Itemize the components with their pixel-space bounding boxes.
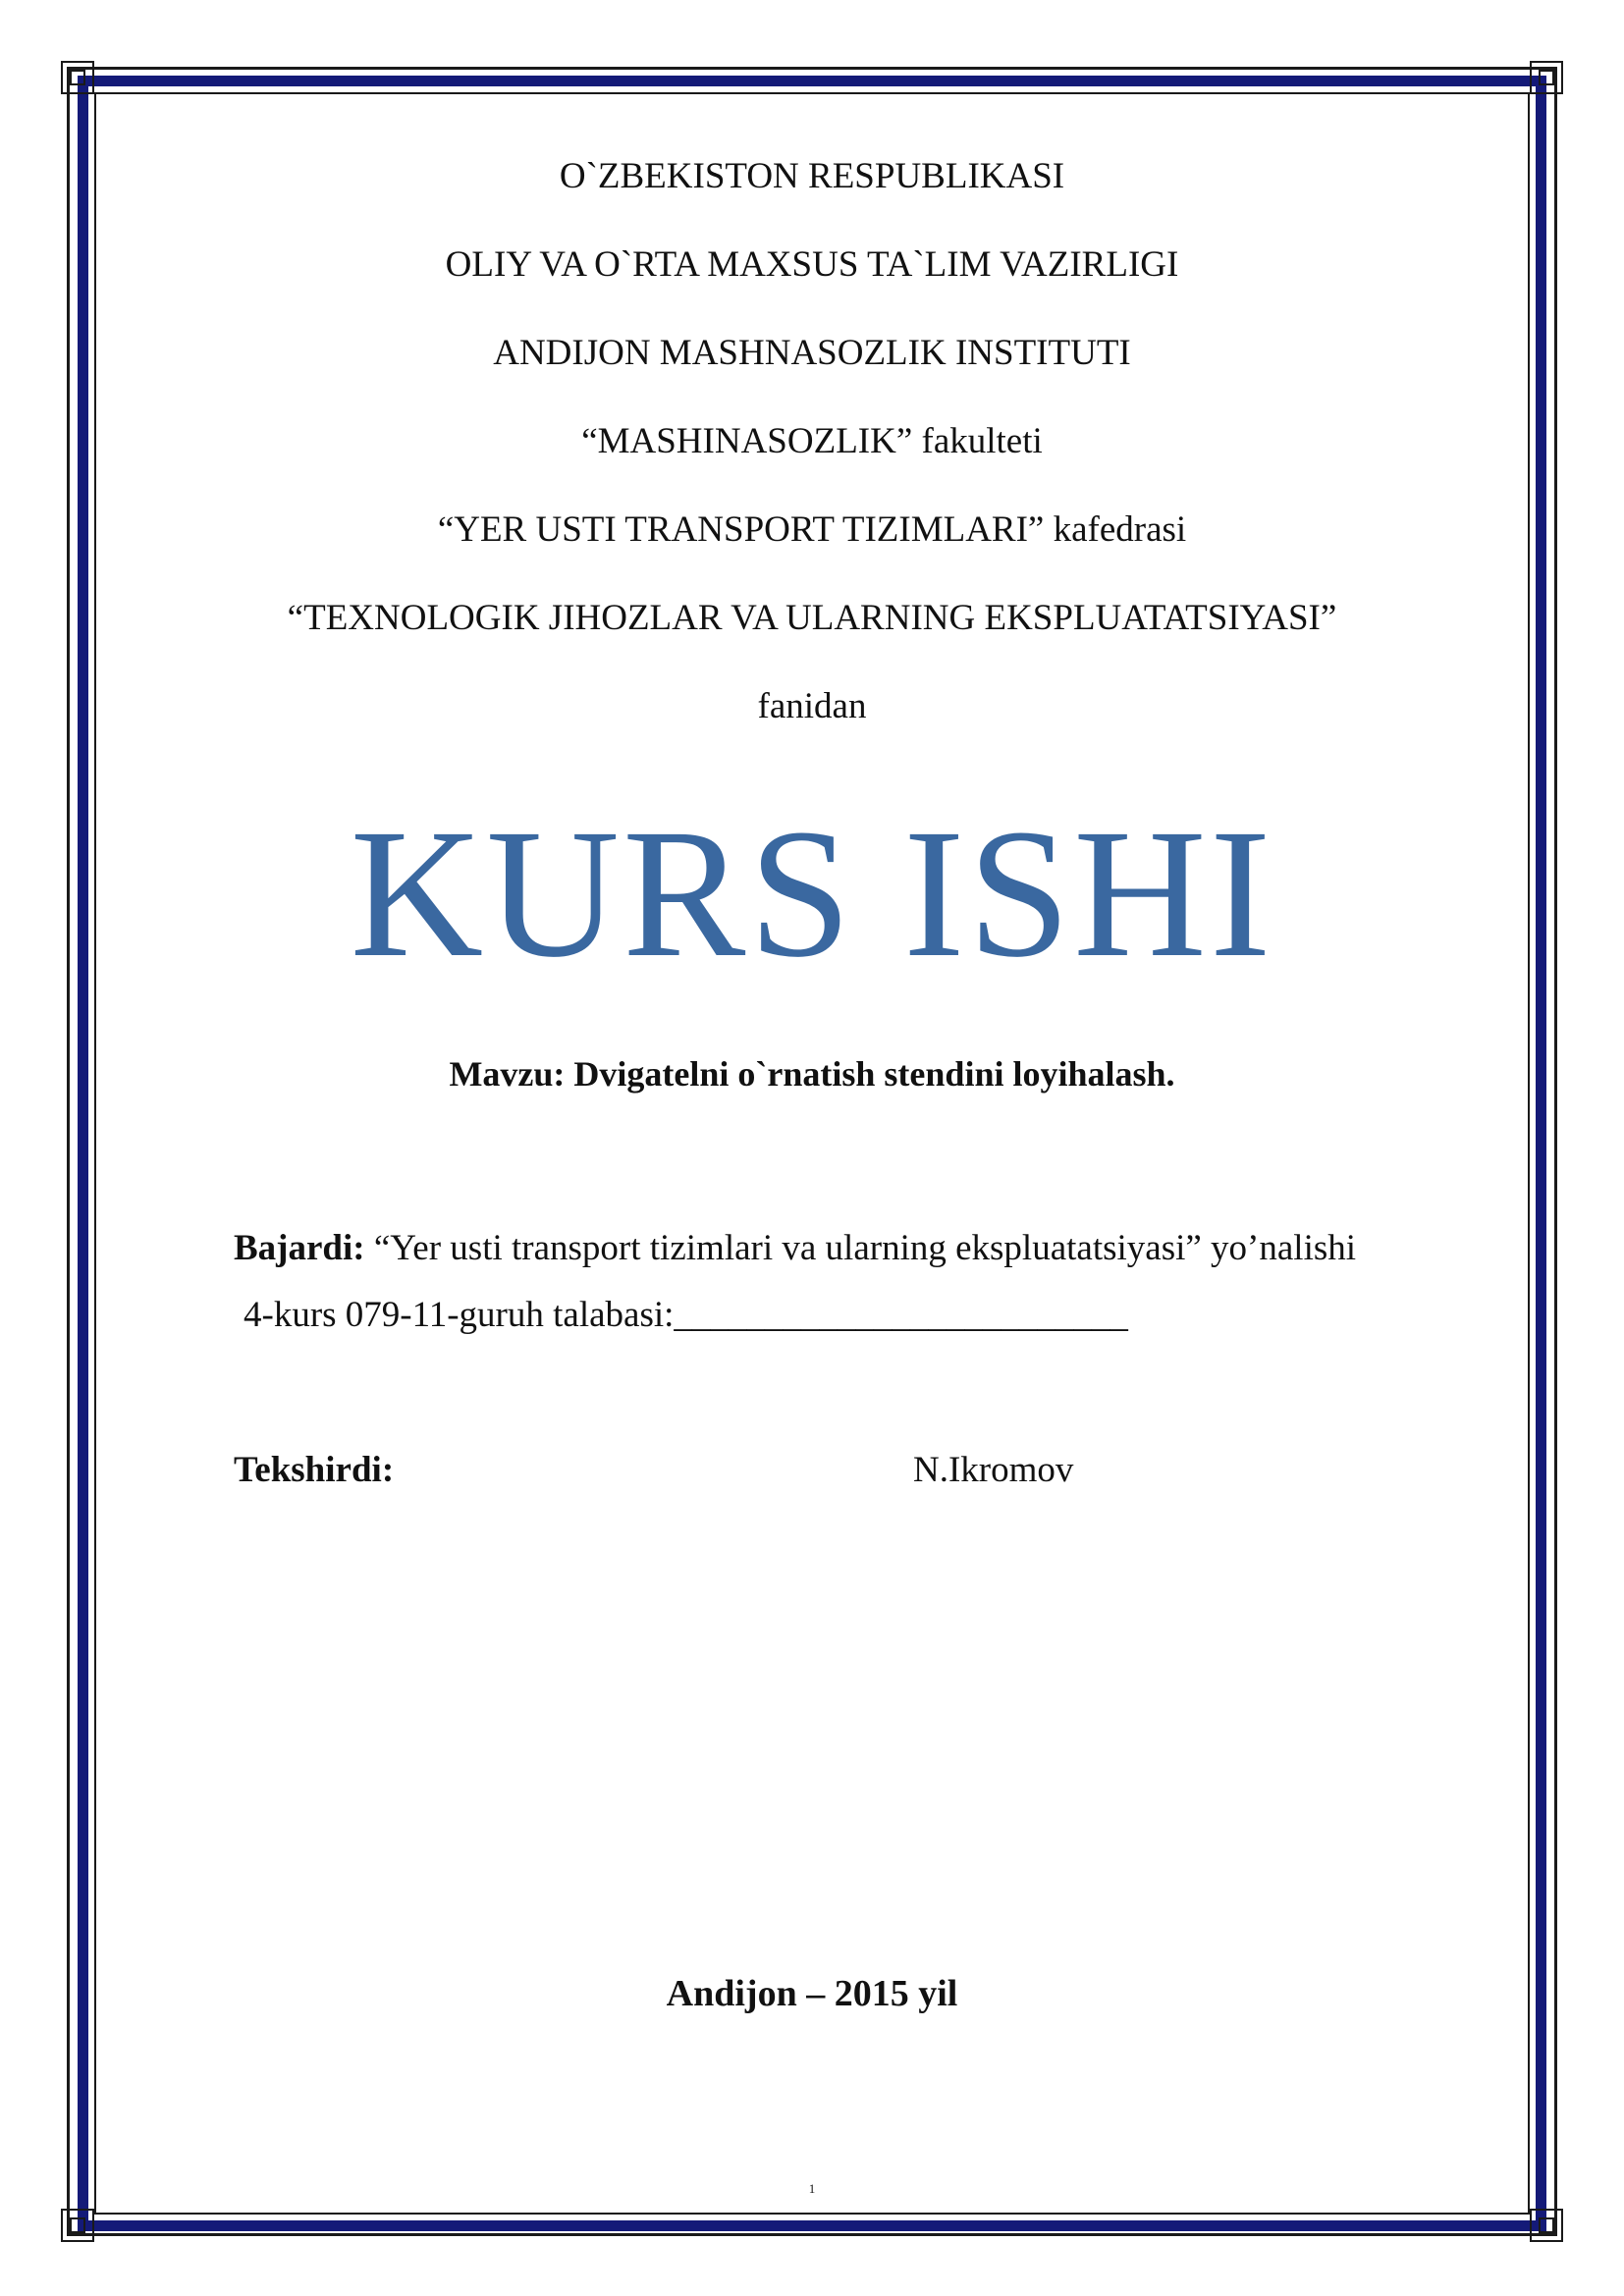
institute-heading: ANDIJON MASHNASOZLIK INSTITUTI: [493, 333, 1131, 373]
checked-by-label: Tekshirdi:: [234, 1450, 395, 1490]
performed-by-line: [234, 1227, 1356, 1270]
page-border-inner: [94, 92, 1530, 2215]
student-group-line: 4-kurs 079-11-guruh talabasi:_________________________: [244, 1295, 1128, 1335]
republic-heading: O`ZBEKISTON RESPUBLIKASI: [559, 156, 1065, 196]
subject-heading: “TEXNOLOGIK JIHOZLAR VA ULARNING EKSPLUATATSIYASI”: [287, 598, 1337, 638]
department-heading: “YER USTI TRANSPORT TIZIMLARI” kafedrasi: [437, 509, 1187, 550]
topic-line: Mavzu: Dvigatelni o`rnatish stendini loyihalash.: [449, 1054, 1175, 1094]
border-corner-top-right: [1530, 61, 1563, 94]
subject-suffix: fanidan: [757, 686, 867, 726]
border-corner-top-left: [61, 61, 94, 94]
ministry-heading: OLIY VA O`RTA MAXSUS TA`LIM VAZIRLIGI: [445, 244, 1179, 285]
city-year: Andijon – 2015 yil: [666, 1973, 958, 2014]
faculty-heading: “MASHINASOZLIK” fakulteti: [581, 421, 1043, 461]
border-corner-bottom-right: [1530, 2209, 1563, 2242]
border-corner-bottom-left: [61, 2209, 94, 2242]
performed-by-text: “Yer usti transport tizimlari va ularning ekspluatatsiyasi” yo’nalishi: [364, 1228, 1357, 1268]
document-title: KURS ISHI: [350, 790, 1274, 995]
page-number: 1: [808, 2181, 816, 2196]
checker-name: N.Ikromov: [913, 1450, 1074, 1490]
performed-by-label: Bajardi:: [234, 1228, 365, 1268]
